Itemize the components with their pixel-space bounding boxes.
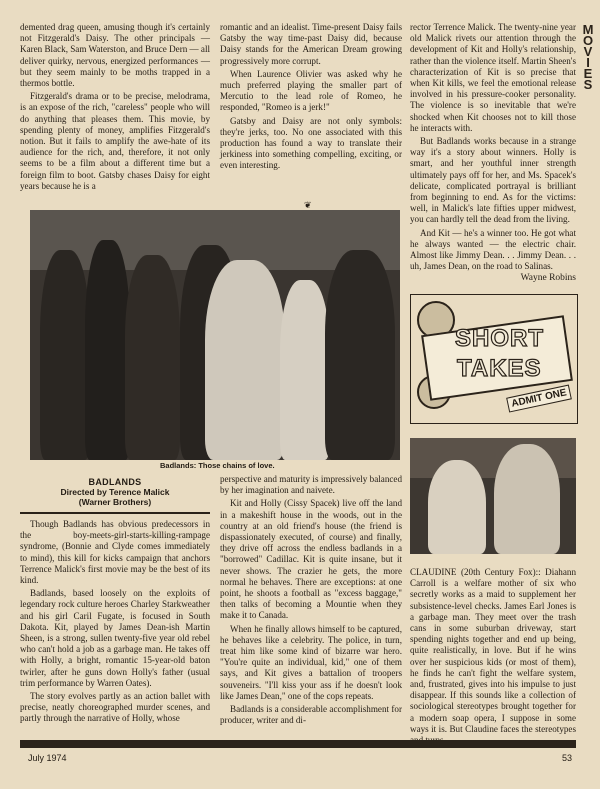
paragraph: Gatsby and Daisy are not only symbols: they're jerks, too. No one associated with this production has found a way to translate their jerkiness into something compelling, exciting, or even interesting. — [220, 115, 402, 171]
paragraph: rector Terrence Malick. The twenty-nine year old Malick rivets our attention through the development of Kit and Holly's relationship, rather than the violence itself. Martin Sheen's characterization of Kit is so precise that when Kit kills, we feel the emotional release involved in his pressure-cooker personality. The violence is so inevitable that we're shocked when Kit chooses not to kill those he interacts with. — [410, 22, 576, 133]
divider — [20, 512, 210, 514]
paragraph: perspective and maturity is impressively balanced by her imagination and naivete. — [220, 474, 402, 496]
review-studio: (Warner Brothers) — [78, 497, 152, 507]
admit-one-ticket: ADMIT ONE — [506, 384, 572, 412]
short-takes-logo — [410, 294, 578, 424]
claudine-review-column — [410, 567, 576, 748]
paragraph: Kit and Holly (Cissy Spacek) live off the land in a makeshift house in the woods, out in the country at an old friend's house (the friend is dispassionately executed, of course) and finally, they drive off across the endless badlands in a "borrowed" Cadillac. Kit is quite insane, but it never shows. The crazier he gets, the more normal he behaves. There are exceptions: at one point, he shoots a football as "excess baggage," then talks of becoming a Mountie when they make it to Canada. — [220, 498, 402, 621]
badlands-review-column-3 — [410, 22, 576, 274]
page-number: 53 — [561, 753, 572, 763]
photo-caption: Badlands: Those chains of love. — [160, 461, 275, 470]
paragraph: Though Badlands has obvious predecessors in the boy-meets-girl-starts-killing-rampage syndrome, (Bonnie and Clyde comes immediately to mind), this kill for kicks campaign that anchors Terrence Malick's first movie may be the best of its kind. — [20, 519, 210, 586]
paragraph: When Laurence Olivier was asked why he much preferred playing the smaller part of Mercutio to the lead role of Romeo, he responded, "Romeo is a jerk!" — [220, 68, 402, 113]
paragraph: Badlands is a considerable accomplishment for producer, writer and di- — [220, 704, 402, 726]
issue-date: July 1974 — [28, 753, 67, 763]
badlands-review-column-2 — [220, 474, 402, 728]
footer-band — [20, 740, 576, 748]
section-letter: S — [583, 77, 593, 92]
claudine-film-still — [410, 438, 576, 554]
paragraph: Fitzgerald's drama or to be precise, melodrama, is an expose of the rich, "careless" people who will do anything that pleases them. This movie, by spending plenty of money, amplifies Fitzgerald's notion. But it fails to amplify the awe-hate of its audience for the rich, and, therefore, it not only seems to be a film about a different time but a foreign film to boot. Gatsby chases Daisy for eight years because he is a — [20, 91, 210, 191]
section-letter: I — [586, 55, 590, 70]
badlands-review-column-1 — [20, 519, 210, 727]
section-letter: V — [583, 44, 593, 59]
section-letter: M — [582, 22, 594, 37]
section-end-ornament: ❦ — [304, 200, 312, 210]
badlands-film-still — [30, 210, 400, 460]
review-header — [20, 477, 210, 514]
gatsby-review-column-1 — [20, 22, 210, 194]
paragraph: The story evolves partly as an action ballet with precise, neatly choreographed murder scenes, and partly through the narrative of Holly, whose — [20, 691, 210, 724]
paragraph: romantic and an idealist. Time-present Daisy fails Gatsby the way time-past Daisy did, because Daisy stands for the American Dream growing progressively more corrupt. — [220, 22, 402, 66]
paragraph: CLAUDINE (20th Century Fox):: Diahann Carroll is a welfare mother of six who secretly works as a maid to supplement her subsistence-level checks. James Earl Jones is a garbage man. They meet over the trash cans in some suburban driveway, start spending nights together and end up being, quite realistically, in love. But if he wins over her suspicious kids (or most of them), he finds he can't fight the welfare system, and, frustrated, gives into his impulse to just disappear. If this sounds like a collection of sociological stereotypes brought together for a modern soap opera, I suppose in some ways it is. But Claudine faces the stereotypes — [410, 567, 576, 734]
review-director: Directed by Terence Malick — [60, 487, 170, 497]
paragraph: Badlands, based loosely on the exploits of legendary rock culture heroes Charley Starkweather and his girl Caril Fugate, is focused in South Dakota. Kit, played by James Dean-ish Martin Sheen, is a strong, sullen twenty-five year old rebel who can't hold a job as a garbage man. He takes off with Holly, a bright, romantic 15-year-old baton twirler, after he guns down Holly's father (usual trim performance by Warren Oates). — [20, 588, 210, 688]
section-letter: O — [582, 33, 594, 48]
paragraph: demented drag queen, amusing though it's certainly not Fitzgerald's Daisy. The other principals — Karen Black, Sam Waterston, and Bruce Dern — all deliver quirky, nervous, energized performances — but they seem mainly to be moths trapped in a thermos bottle. — [20, 22, 211, 89]
section-label-movies — [580, 24, 596, 90]
gatsby-review-column-2 — [220, 22, 402, 174]
section-letter: E — [583, 66, 593, 81]
review-title: BADLANDS — [88, 477, 142, 487]
paragraph: When he finally allows himself to be captured, he behaves like a celebrity. The police, in turn, treat him like some kind of bizarre war hero. "You're quite an individual, kid," one of them says, and Kit gives a battalion of troopers souveneirs. "I'll kiss your ass if he doesn't look like James Dean," one of the cops repeats. — [220, 623, 402, 701]
short-takes-line1: SHORT — [455, 325, 544, 352]
byline: Wayne Robins — [520, 273, 576, 283]
short-takes-line2: TAKES — [457, 355, 542, 382]
paragraph: And Kit — he's a winner too. He got what he always wanted — the electric chair. Almost like Jimmy Dean. . . Jimmy Dean. . . uh, James Dean, on the road to Salinas. — [410, 227, 576, 272]
paragraph: But Badlands works because in a strange way it's a story about winners. Holly is smart, and her youthful inner strength ultimately pays off for her, and Ms. Spacek's delicate, complicated portrayal is brilliant from beginning to end. As for the victims: well, in Malick's late fifties upper midwest, you can hardly tell the dead from the living. — [410, 136, 576, 225]
